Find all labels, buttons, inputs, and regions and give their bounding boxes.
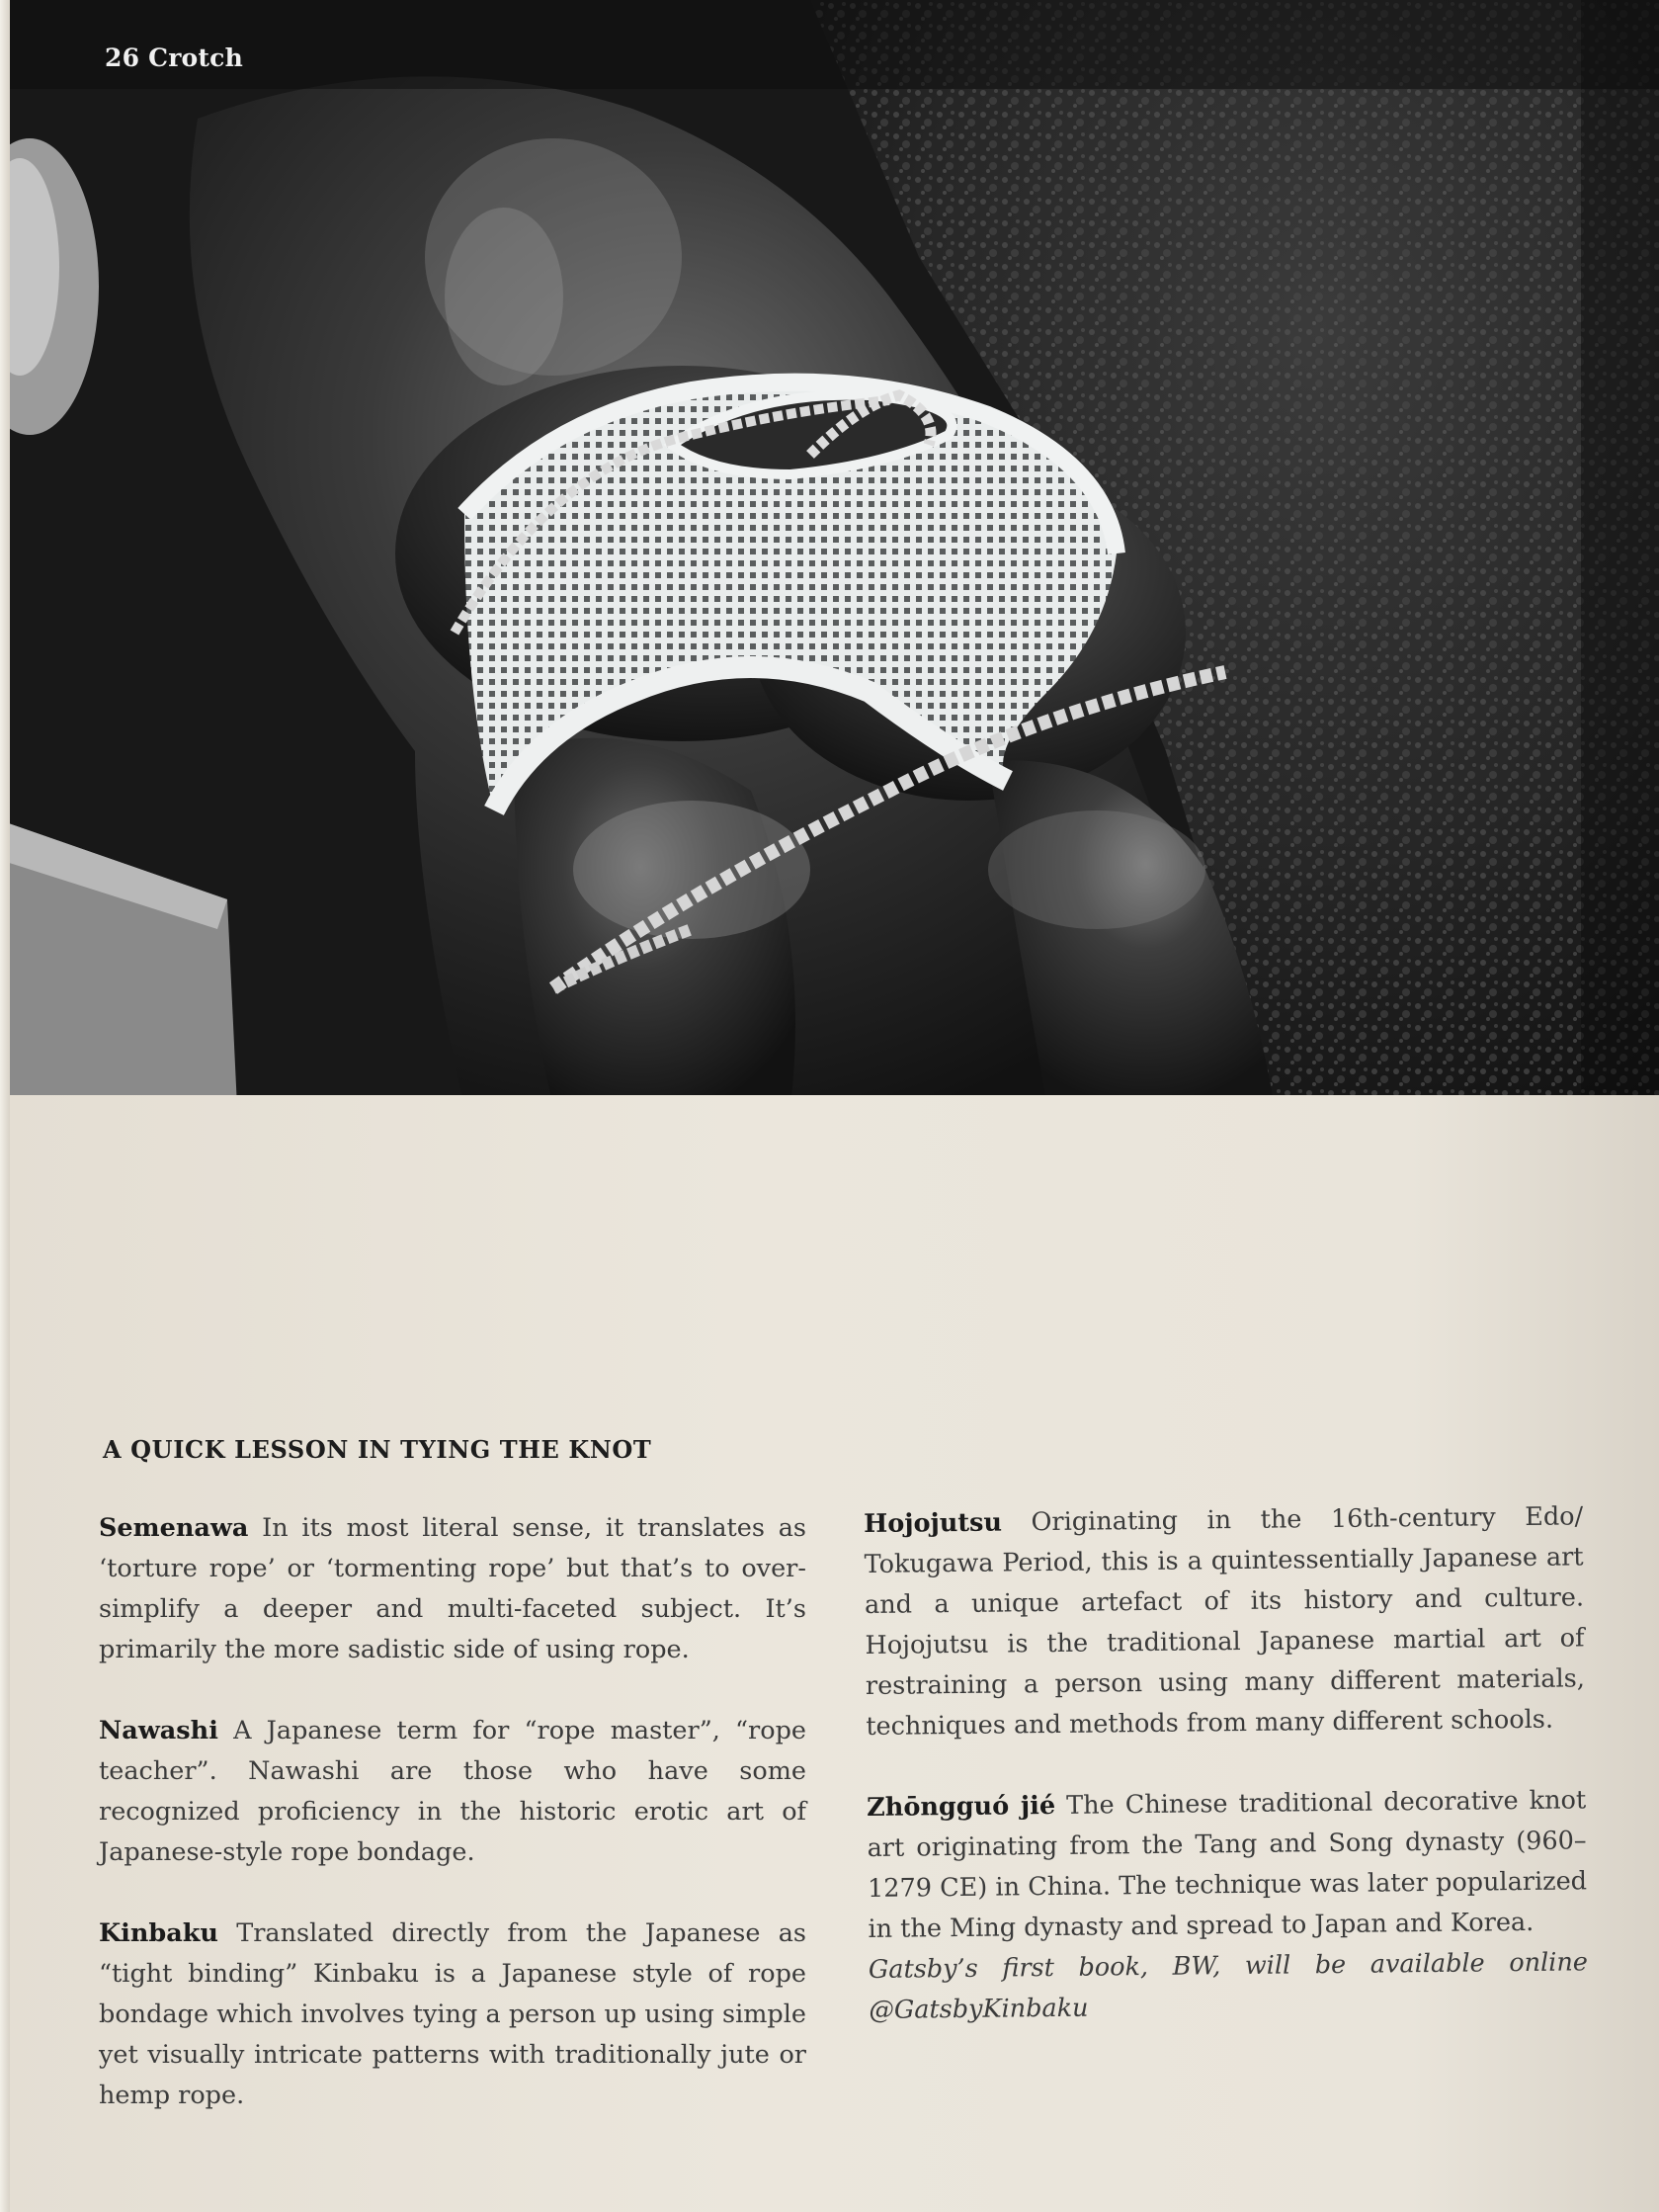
glossary-definition: Translated directly from the Japanese as “tight binding” Kinbaku is a Japanese style of rope bondage which involves tying a person up using simple yet visually intricate patterns with traditionally jute or hemp rope.	[99, 1918, 806, 2110]
glossary-term: Kinbaku	[99, 1918, 218, 1948]
glossary-term: Hojojutsu	[864, 1507, 1003, 1539]
glossary-left-column	[99, 1508, 806, 2157]
glossary-term: Semenawa	[99, 1513, 249, 1543]
glossary-definition: In its most literal sense, it translates as ‘torture rope’ or ‘tormenting rope’ but that’s to over-simplify a deeper and multi-faceted subject. It’s primarily the more sadistic side of using rope.	[99, 1513, 807, 1664]
glossary-term: Nawashi	[99, 1716, 218, 1745]
glossary-definition: A Japanese term for “rope master”, “rope teacher”. Nawashi are those who have some recognized proficiency in the historic erotic art of Japanese-style rope bondage.	[99, 1716, 806, 1867]
page-folio: 26 Crotch	[105, 43, 243, 72]
glossary-entry	[864, 1496, 1586, 1747]
glossary-entry	[99, 1711, 806, 1873]
page-edge	[0, 0, 10, 2212]
glossary-right-column	[864, 1496, 1589, 2072]
glossary-definition: Originating in the 16th-century Edo/ Tokugawa Period, this is a quintessentially Japanese art and a unique artefact of its history and culture. Hojojutsu is the traditional Japanese martial art of restraining a person using many different materials, techniques and methods from many different schools.	[864, 1501, 1586, 1742]
article-heading: A QUICK LESSON IN TYING THE KNOT	[103, 1435, 652, 1464]
glossary-entry	[99, 1508, 806, 1670]
glossary-definition: The Chinese traditional decorative knot art originating from the Tang and Song dynasty (960–1279 CE) in China. The technique was later popularized in the Ming dynasty and spread to Japan and Korea.	[867, 1785, 1588, 1944]
glossary-entry	[867, 1780, 1589, 2031]
glossary-term: Zhōngguó jié	[867, 1790, 1056, 1823]
glossary-entry	[99, 1914, 806, 2116]
author-note: Gatsby’s first book, BW, will be available online @GatsbyKinbaku	[868, 1947, 1589, 2025]
